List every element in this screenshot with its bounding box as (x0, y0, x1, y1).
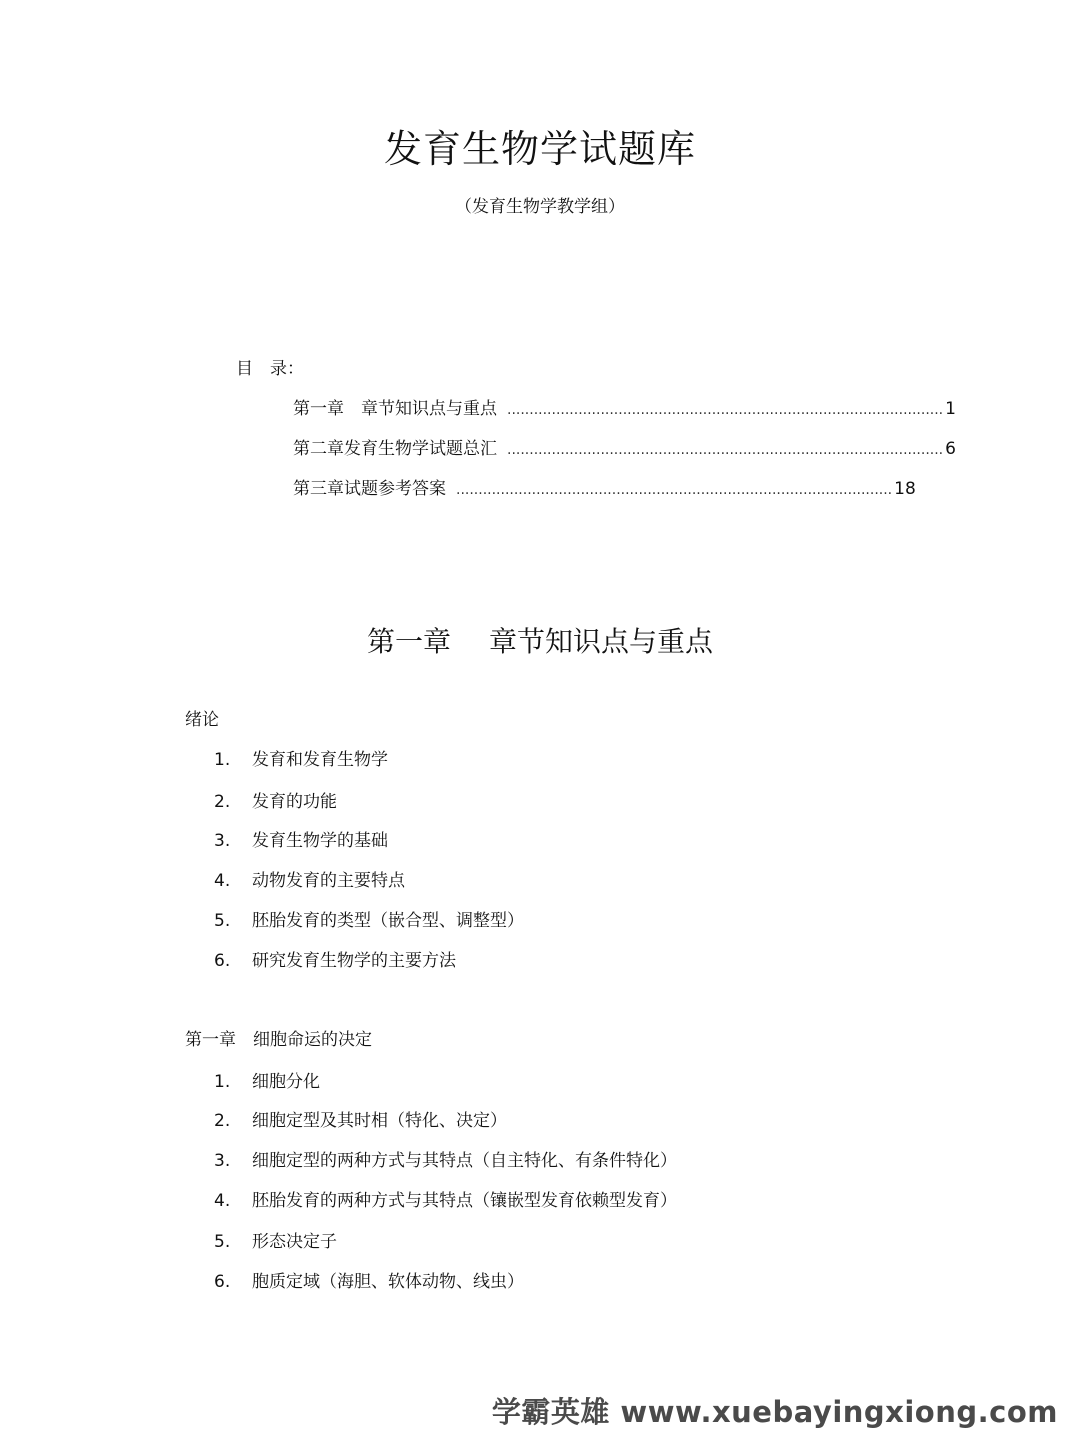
list-item-number: 5. (214, 911, 231, 931)
list-item-text: 胞质定域（海胆、软体动物、线虫） (252, 1272, 524, 1292)
list-item (214, 1186, 677, 1211)
list-item-text: 发育的功能 (252, 792, 337, 812)
toc-leader-dots: .................................................................................................. (456, 482, 893, 498)
document-subtitle: （发育生物学教学组） (455, 197, 625, 217)
toc-title: 章节知识点与重点 (344, 399, 497, 419)
list-item-number: 5. (214, 1232, 231, 1252)
toc-entry[interactable] (293, 434, 956, 459)
list-item-number: 3. (214, 831, 231, 851)
chapter-number: 第一章 (366, 625, 451, 658)
list-item-text: 动物发育的主要特点 (252, 871, 405, 891)
toc-page-number: 1 (945, 399, 956, 419)
list-item-text: 胚胎发育的两种方式与其特点（镶嵌型发育依赖型发育） (252, 1191, 677, 1211)
list-item (214, 866, 405, 891)
list-item-text: 细胞分化 (252, 1072, 320, 1092)
list-item-number: 1. (214, 1072, 231, 1092)
section-title: 绪论 (185, 710, 219, 730)
list-item-number: 6. (214, 1272, 231, 1292)
list-item-number: 4. (214, 1191, 231, 1211)
list-item (214, 1106, 507, 1131)
list-item-text: 胚胎发育的类型（嵌合型、调整型） (252, 911, 524, 931)
list-item (214, 1227, 337, 1252)
chapter-title: 章节知识点与重点 (489, 625, 714, 658)
list-item-number: 2. (214, 1111, 231, 1131)
document-title: 发育生物学试题库 (383, 127, 696, 171)
toc-entry[interactable] (293, 394, 956, 419)
toc-title: 发育生物学试题总汇 (344, 439, 497, 459)
list-item (214, 745, 388, 770)
toc-page-number: 6 (945, 439, 956, 459)
toc-chapter: 第三章 (293, 479, 344, 499)
list-item-number: 1. (214, 750, 231, 770)
toc-heading: 目 录： (236, 359, 304, 379)
list-item (214, 1067, 320, 1092)
toc-entry[interactable] (293, 474, 916, 499)
list-item-number: 3. (214, 1151, 231, 1171)
list-item (214, 946, 456, 971)
list-item (214, 1146, 677, 1171)
toc-leader-dots: .................................................................................................. (507, 402, 944, 418)
list-item-text: 细胞定型及其时相（特化、决定） (252, 1111, 507, 1131)
toc-title: 试题参考答案 (344, 479, 446, 499)
list-item (214, 1267, 524, 1292)
toc-chapter: 第二章 (293, 439, 344, 459)
list-item-text: 发育生物学的基础 (252, 831, 388, 851)
section-title: 第一章 细胞命运的决定 (185, 1030, 372, 1050)
watermark: 学霸英雄 www.xuebayingxiong.com (491, 1395, 1058, 1429)
chapter-heading (0, 620, 1080, 660)
list-item-number: 6. (214, 951, 231, 971)
list-item (214, 826, 388, 851)
list-item-number: 4. (214, 871, 231, 891)
toc-leader-dots: .................................................................................................. (507, 442, 944, 458)
list-item-text: 细胞定型的两种方式与其特点（自主特化、有条件特化） (252, 1151, 677, 1171)
list-item (214, 906, 524, 931)
list-item-text: 发育和发育生物学 (252, 750, 388, 770)
toc-chapter: 第一章 (293, 399, 344, 419)
list-item-number: 2. (214, 792, 231, 812)
list-item (214, 787, 337, 812)
list-item-text: 形态决定子 (252, 1232, 337, 1252)
toc-page-number: 18 (894, 479, 916, 499)
list-item-text: 研究发育生物学的主要方法 (252, 951, 456, 971)
